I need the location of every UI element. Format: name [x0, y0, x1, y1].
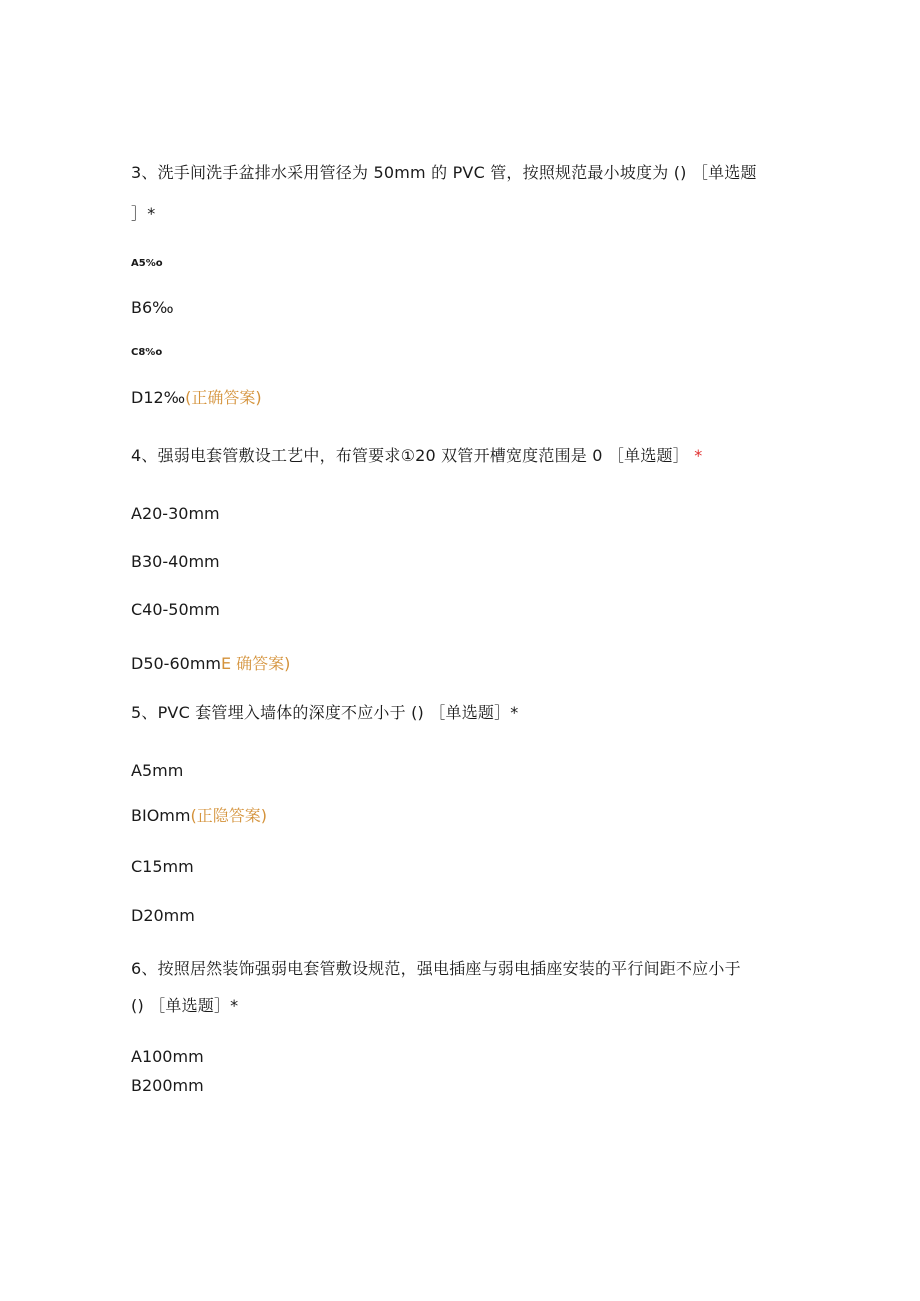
question-3-text-line1: 3、洗手间洗手盆排水采用管径为 50mm 的 PVC 管，按照规范最小坡度为 () ［单选题 [131, 163, 757, 182]
question-6-text-line2: () ［单选题］* [131, 996, 239, 1015]
question-3-text-line2: ］* [131, 204, 156, 223]
question-6-option-a[interactable]: A100mm [131, 1047, 204, 1066]
correct-answer-tag: (正隐答案) [190, 806, 267, 825]
question-4-text [131, 446, 702, 466]
question-6-option-b[interactable]: B200mm [131, 1076, 204, 1095]
question-4-option-d[interactable] [131, 654, 290, 674]
correct-answer-tag: (正确答案) [185, 388, 262, 407]
option-label: BIOmm [131, 806, 191, 825]
correct-answer-tag: E 确答案) [220, 654, 291, 673]
option-label: D12‰ [131, 388, 186, 407]
question-5-option-c[interactable]: C15mm [131, 857, 194, 876]
question-5-option-a[interactable]: A5mm [131, 761, 184, 780]
option-label: D50-60mm [131, 654, 221, 673]
question-3-option-b[interactable]: B6‰ [131, 298, 174, 317]
required-mark: * [694, 446, 703, 465]
question-4-option-b[interactable]: B30-40mm [131, 552, 220, 571]
question-4-option-a[interactable]: A20-30mm [131, 504, 220, 523]
question-6-text-line1: 6、按照居然装饰强弱电套管敷设规范，强电插座与弱电插座安装的平行间距不应小于 [131, 959, 741, 978]
question-5-option-b[interactable] [131, 806, 267, 826]
question-3-option-c[interactable]: C8%o [131, 347, 163, 358]
question-3-option-d[interactable] [131, 388, 262, 408]
question-4-prompt: 4、强弱电套管敷设工艺中，布管要求①20 双管开槽宽度范围是 0 ［单选题］ [131, 446, 689, 465]
question-5-text: 5、PVC 套管埋入墙体的深度不应小于 () ［单选题］* [131, 703, 519, 722]
question-5-option-d[interactable]: D20mm [131, 906, 195, 925]
question-3-option-a[interactable]: A5%o [131, 258, 163, 269]
question-4-option-c[interactable]: C40-50mm [131, 600, 220, 619]
